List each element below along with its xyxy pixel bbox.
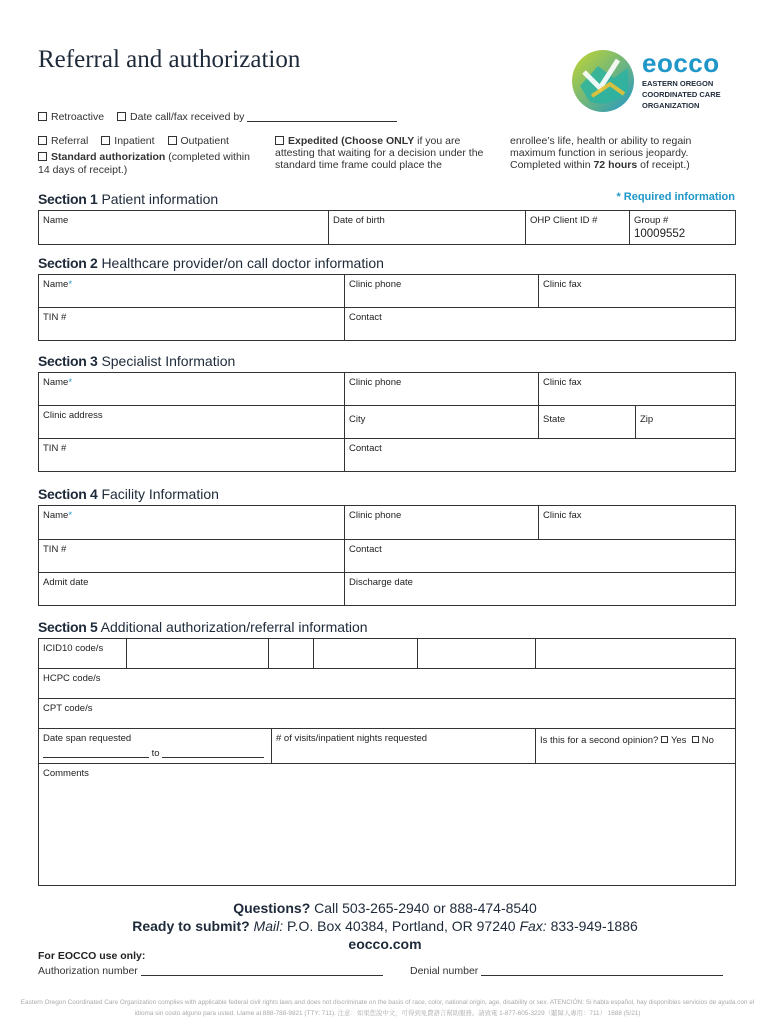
group-number-field[interactable]: Group # 10009552 [630,211,736,245]
patient-info-table [38,210,736,245]
standard-auth-checkbox[interactable] [38,152,47,161]
eocco-logo [570,48,750,114]
authorization-number-field[interactable] [141,966,383,976]
admit-date-field[interactable]: Admit date [39,573,345,606]
facility-name-field[interactable]: Name* [39,506,345,540]
provider-contact-field[interactable]: Contact [345,308,736,341]
request-type-row [38,111,397,123]
specialist-zip-field[interactable]: Zip [636,406,736,439]
specialist-name-field[interactable]: Name* [39,373,345,406]
icd10-code-1[interactable] [127,639,269,669]
date-received-field[interactable] [247,112,397,122]
hcpc-codes-field[interactable]: HCPC code/s [39,669,736,699]
icd10-code-2[interactable] [269,639,314,669]
specialist-info-table [38,372,736,472]
eocco-use-label: For EOCCO use only: [38,950,146,962]
date-span-label: Date span requested [43,733,132,744]
group-number-value: 10009552 [634,228,686,240]
inpatient-label: Inpatient [114,135,155,147]
required-info-note: * Required information [616,191,735,203]
section-1-heading: Section 1 Patient information [38,191,219,207]
standard-auth-desc: (completed within 14 days of receipt.) [38,151,250,176]
nondiscrimination-footer: Eastern Oregon Coordinated Care Organization complies with applicable federal civil rights laws and does not discriminate on the basis of race, color, national origin, age, disability or sex. ATENCIÓN: Si habla español, hay disponibles servicios de ayuda con el idioma sin costo alguno para usted. Llame al 888-788-9821 (TTY: 711). 注意：如果您說中文，可得到免費語言幫助服務。請致電 1-877-605-3229（聽障人專用：711） 1688 (5/21) [20,999,755,1017]
second-opinion-yes-checkbox[interactable] [661,736,668,743]
cpt-codes-field[interactable]: CPT code/s [39,699,736,729]
specialist-tin-field[interactable]: TIN # [39,439,345,472]
submit-line: Ready to submit? Mail: P.O. Box 40384, Portland, OR 97240 Fax: 833-949-1886 [132,918,638,934]
provider-tin-field[interactable]: TIN # [39,308,345,341]
icd10-label-cell: ICID10 code/s [39,639,127,669]
standard-auth-label: Standard authorization [51,151,166,163]
facility-contact-field[interactable]: Contact [345,540,736,573]
questions-line: Questions? Call 503-265-2940 or 888-474-8540 [233,900,537,916]
provider-name-field[interactable]: Name* [39,275,345,308]
authorization-number-row: Authorization number [38,965,383,977]
patient-dob-field[interactable]: Date of birth [329,211,526,245]
second-opinion-field: Is this for a second opinion? Yes No [536,729,736,764]
expedited-option [275,135,490,171]
section-5-heading: Section 5 Additional authorization/referral information [38,619,368,635]
eocco-logo-icon [570,48,636,114]
ohp-client-id-field[interactable]: OHP Client ID # [526,211,630,245]
referral-checkbox[interactable] [38,136,47,145]
website-link[interactable]: eocco.com [348,936,422,952]
specialist-clinic-phone-field[interactable]: Clinic phone [345,373,539,406]
logo-wordmark: eocco [642,48,720,78]
date-span-field[interactable] [39,729,272,764]
provider-info-table [38,274,736,341]
specialist-contact-field[interactable]: Contact [345,439,736,472]
additional-info-table [38,638,736,886]
facility-tin-field[interactable]: TIN # [39,540,345,573]
expedited-label: Expedited (Choose ONLY [288,135,415,147]
icd10-code-3[interactable] [314,639,418,669]
service-type-options [38,135,258,180]
visits-requested-field[interactable]: # of visits/inpatient nights requested [272,729,536,764]
date-span-to-label: to [151,748,160,759]
date-span-to[interactable] [162,748,264,758]
inpatient-checkbox[interactable] [101,136,110,145]
specialist-clinic-address-field[interactable]: Clinic address [39,406,345,439]
page-title: Referral and authorization [38,46,301,73]
expedited-desc: if you are attesting that waiting for a decision under the standard time frame could place the [275,135,484,171]
comments-field[interactable]: Comments [39,764,736,886]
expedited-desc-continued: enrollee’s life, health or ability to regain maximum function in serious jeopardy. Completed within 72 hours of receipt.) [510,135,692,171]
discharge-date-field[interactable]: Discharge date [345,573,736,606]
provider-clinic-fax-field[interactable]: Clinic fax [539,275,736,308]
patient-name-field[interactable]: Name [39,211,329,245]
outpatient-label: Outpatient [180,135,229,147]
denial-number-field[interactable] [481,966,723,976]
denial-number-row: Denial number [410,965,723,977]
facility-clinic-fax-field[interactable]: Clinic fax [539,506,736,540]
icd10-code-5[interactable] [536,639,736,669]
referral-label: Referral [51,135,89,147]
retroactive-label: Retroactive [51,111,105,123]
section-2-heading: Section 2 Healthcare provider/on call doctor information [38,255,384,271]
date-span-from[interactable] [43,748,149,758]
icd10-code-4[interactable] [418,639,536,669]
section-3-heading: Section 3 Specialist Information [38,353,236,369]
specialist-clinic-fax-field[interactable]: Clinic fax [539,373,736,406]
section-4-heading: Section 4 Facility Information [38,486,219,502]
expedited-hours: 72 hours [593,159,638,171]
facility-clinic-phone-field[interactable]: Clinic phone [345,506,539,540]
outpatient-checkbox[interactable] [168,136,177,145]
facility-info-table [38,505,736,606]
specialist-city-field[interactable]: City [345,406,539,439]
expedited-checkbox[interactable] [275,136,284,145]
retroactive-checkbox[interactable] [38,112,47,121]
logo-org-name: EASTERN OREGON COORDINATED CARE ORGANIZATION [642,79,721,110]
date-received-label: Date call/fax received by [130,111,245,123]
provider-clinic-phone-field[interactable]: Clinic phone [345,275,539,308]
second-opinion-no-checkbox[interactable] [692,736,699,743]
specialist-state-field[interactable]: State [539,406,636,439]
date-received-checkbox[interactable] [117,112,126,121]
